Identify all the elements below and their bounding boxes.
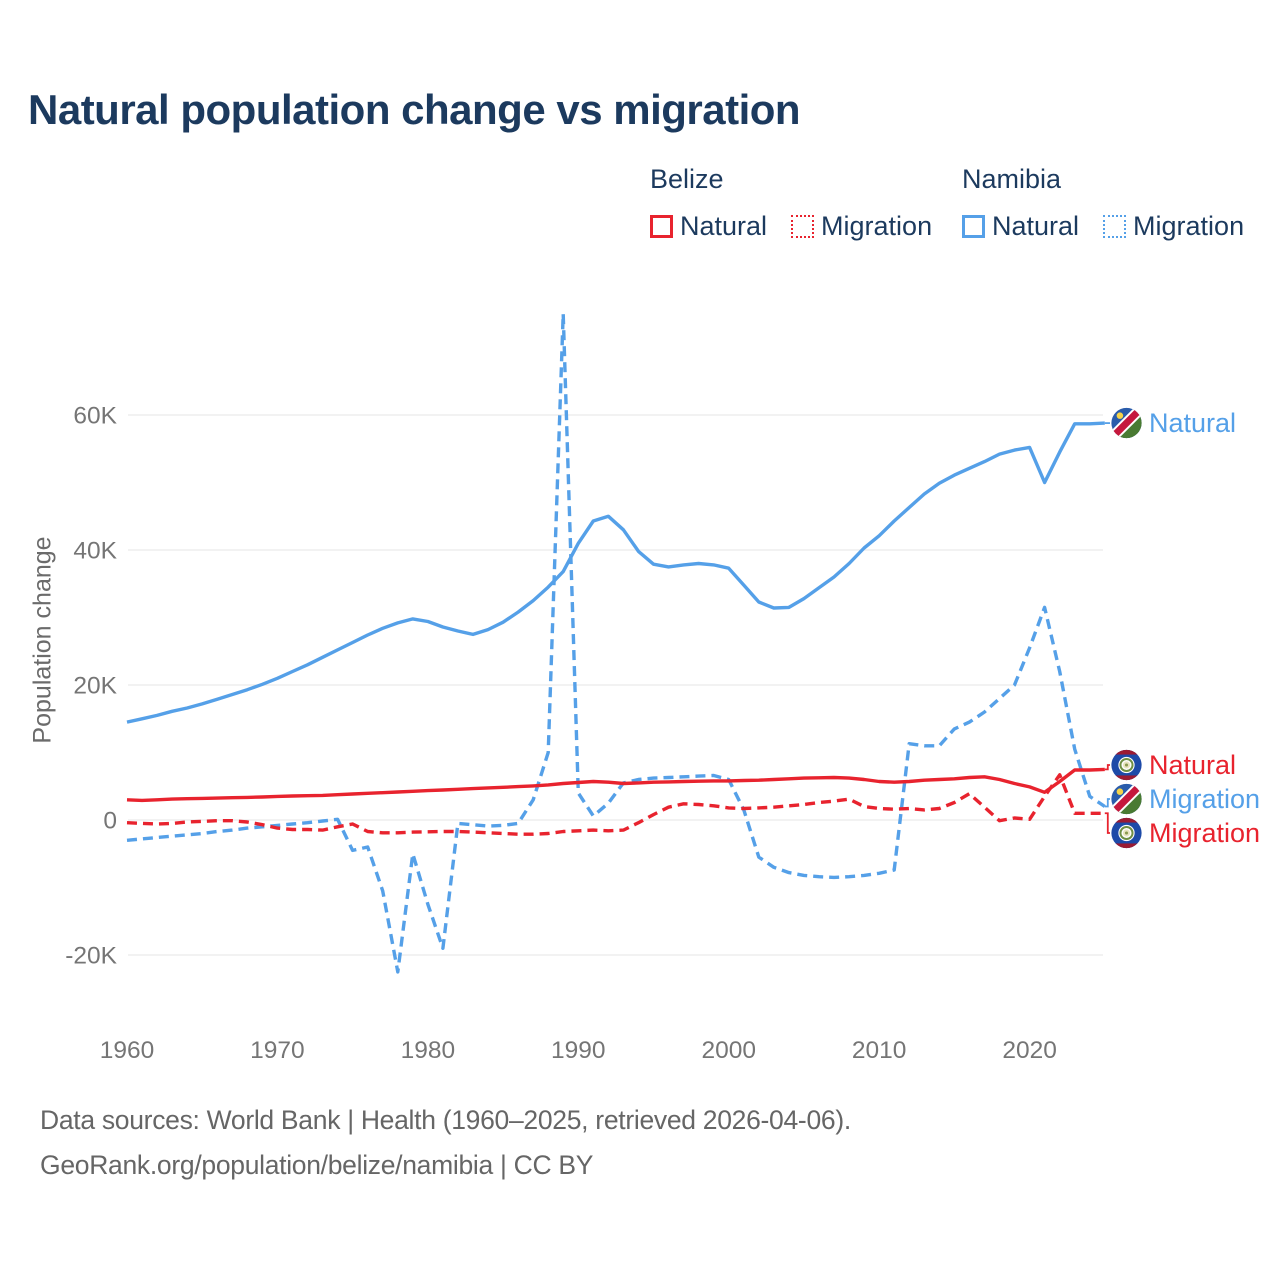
page-title: Natural population change vs migration <box>28 86 801 133</box>
data-sources-footer <box>40 1098 851 1188</box>
x-tick-label: 2010 <box>851 1037 907 1064</box>
label-leader-line <box>1105 799 1110 807</box>
belize-flag-icon <box>1111 750 1142 781</box>
label-leader-line <box>1105 765 1110 769</box>
y-tick-label: 20K <box>73 672 117 700</box>
legend-country-belize: Belize <box>650 164 724 194</box>
legend-item-label: Migration <box>821 211 933 241</box>
y-tick-label: 0 <box>103 807 117 835</box>
belize-flag-icon <box>1111 818 1142 849</box>
namibia-flag-icon <box>1109 781 1145 817</box>
label-leader-line <box>1105 813 1110 833</box>
x-tick-label: 1990 <box>551 1037 606 1064</box>
series-end-label-belize-migration: Migration <box>1149 818 1261 848</box>
x-tick-label: 1960 <box>99 1037 155 1064</box>
footer-attribution-line: GeoRank.org/population/belize/namibia | CC BY <box>40 1150 594 1180</box>
y-tick-label: -20K <box>65 942 117 970</box>
footer-sources-line: Data sources: World Bank | Health (1960–2025, retrieved 2026-04-06). <box>40 1105 851 1135</box>
series-line-namibia-migration[interactable] <box>127 314 1105 972</box>
x-tick-label: 1980 <box>400 1037 456 1064</box>
x-tick-label: 2000 <box>701 1037 756 1064</box>
series-end-label-namibia-migration: Migration <box>1149 784 1261 814</box>
y-tick-label: 60K <box>73 402 117 430</box>
x-tick-label: 2020 <box>1002 1037 1057 1064</box>
series-line-namibia-natural[interactable] <box>127 423 1105 722</box>
x-tick-label: 1970 <box>250 1037 305 1064</box>
y-tick-label: 40K <box>73 537 117 565</box>
namibia-flag-icon <box>1109 405 1145 441</box>
legend-item-label: Migration <box>1133 211 1245 241</box>
series-end-label-namibia-natural: Natural <box>1149 408 1237 438</box>
legend-item-label: Natural <box>992 211 1080 241</box>
legend-item-label: Natural <box>680 211 768 241</box>
y-axis-title: Population change <box>28 536 57 744</box>
legend-country-namibia: Namibia <box>962 164 1062 194</box>
series-end-label-belize-natural: Natural <box>1149 750 1237 780</box>
